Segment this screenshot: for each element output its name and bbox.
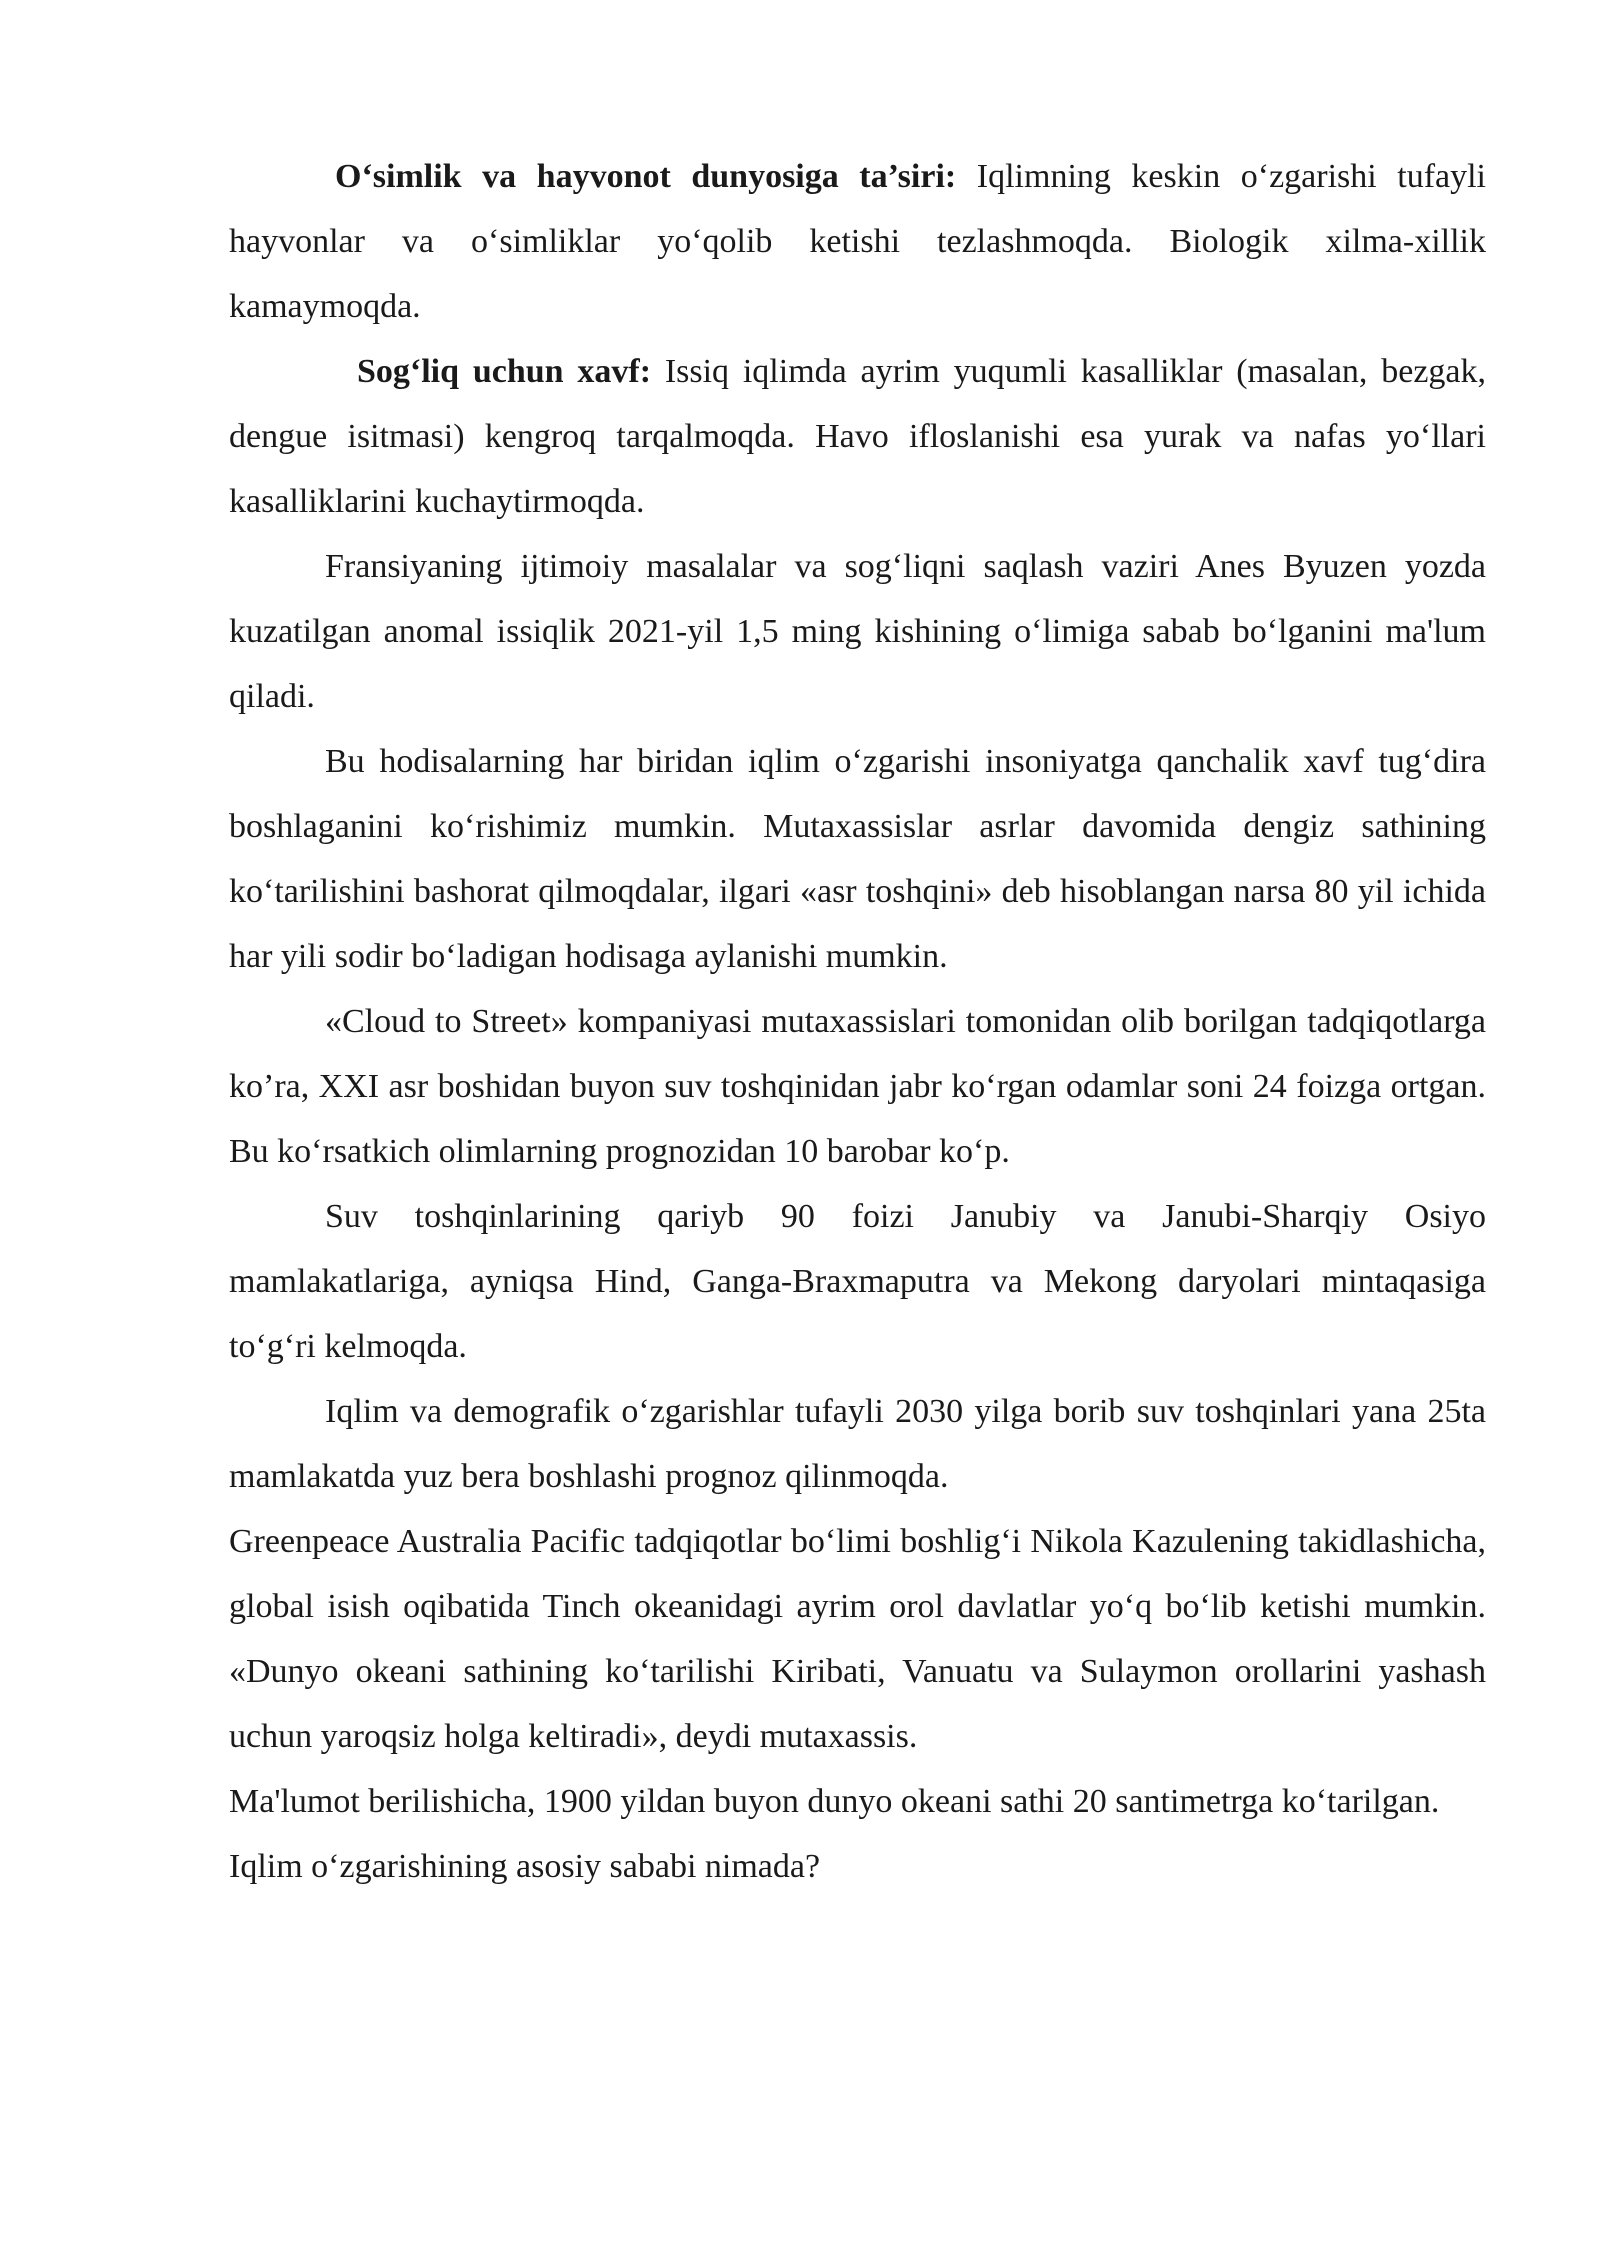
- paragraph-cloud-to-street: «Cloud to Street» kompaniyasi mutaxassislari tomonidan olib borilgan tadqiqotlarga ko’ra, XXI asr boshidan buyon suv toshqinidan jabr ko‘rgan odamlar soni 24 foizga ortgan. Bu ko‘rsatkich olimlarning prognozidan 10 barobar ko‘p.: [229, 1003, 1486, 1170]
- paragraph-france-heat: Fransiyaning ijtimoiy masalalar va sog‘liqni saqlash vaziri Anes Byuzen yozda kuzatilgan anomal issiqlik 2021-yil 1,5 ming kishining o‘limiga sabab bo‘lganini ma'lum qiladi.: [229, 548, 1486, 715]
- paragraph-text: Issiq iqlimda ayrim yuqumli kasalliklar (masalan, bezgak, dengue isitmasi) kengroq tarqalmoqda. Havo ifloslanishi esa yurak va nafas yo‘llari kasalliklarini kuchaytirmoqda.: [229, 353, 1486, 520]
- paragraph-flora-fauna: [229, 144, 1486, 339]
- paragraph-sea-level-forecast: Bu hodisalarning har biridan iqlim o‘zgarishi insoniyatga qanchalik xavf tug‘dira boshlaganini ko‘rishimiz mumkin. Mutaxassislar asrlar davomida dengiz sathining ko‘tarilishini bashorat qilmoqdalar, ilgari «asr toshqini» deb hisoblangan narsa 80 yil ichida har yili sodir bo‘ladigan hodisaga aylanishi mumkin.: [229, 743, 1486, 975]
- paragraph-text: Iqlimning keskin o‘zgarishi tufayli hayvonlar va o‘simliklar yo‘qolib ketishi tezlashmoqda. Biologik xilma-xillik kamaymoqda.: [229, 158, 1486, 325]
- paragraph-asia-floods: Suv toshqinlarining qariyb 90 foizi Janubiy va Janubi-Sharqiy Osiyo mamlakatlariga, ayniqsa Hind, Ganga-Braxmaputra va Mekong daryolari mintaqasiga to‘g‘ri kelmoqda.: [229, 1198, 1486, 1365]
- paragraph-heading: Sog‘liq uchun xavf:: [357, 353, 652, 390]
- paragraph-health-risk: [229, 339, 1486, 534]
- paragraph-heading: O‘simlik va hayvonot dunyosiga ta’siri:: [335, 158, 957, 195]
- paragraph-2030-forecast: Iqlim va demografik o‘zgarishlar tufayli 2030 yilga borib suv toshqinlari yana 25ta mamlakatda yuz bera boshlashi prognoz qilinmoqda.: [229, 1393, 1486, 1495]
- document-page: [229, 144, 1486, 1899]
- paragraph-greenpeace: Greenpeace Australia Pacific tadqiqotlar bo‘limi boshlig‘i Nikola Kazulening takidlashicha, global isish oqibatida Tinch okeanidagi ayrim orol davlatlar yo‘q bo‘lib ketishi mumkin. «Dunyo okeani sathining ko‘tarilishi Kiribati, Vanuatu va Sulaymon orollarini yashash uchun yaroqsiz holga keltiradi», deydi mutaxassis.: [229, 1523, 1486, 1755]
- paragraph-ocean-level: Ma'lumot berilishicha, 1900 yildan buyon dunyo okeani sathi 20 santimetrga ko‘tarilgan.: [229, 1783, 1440, 1820]
- paragraph-question: Iqlim o‘zgarishining asosiy sababi nimada?: [229, 1848, 821, 1885]
